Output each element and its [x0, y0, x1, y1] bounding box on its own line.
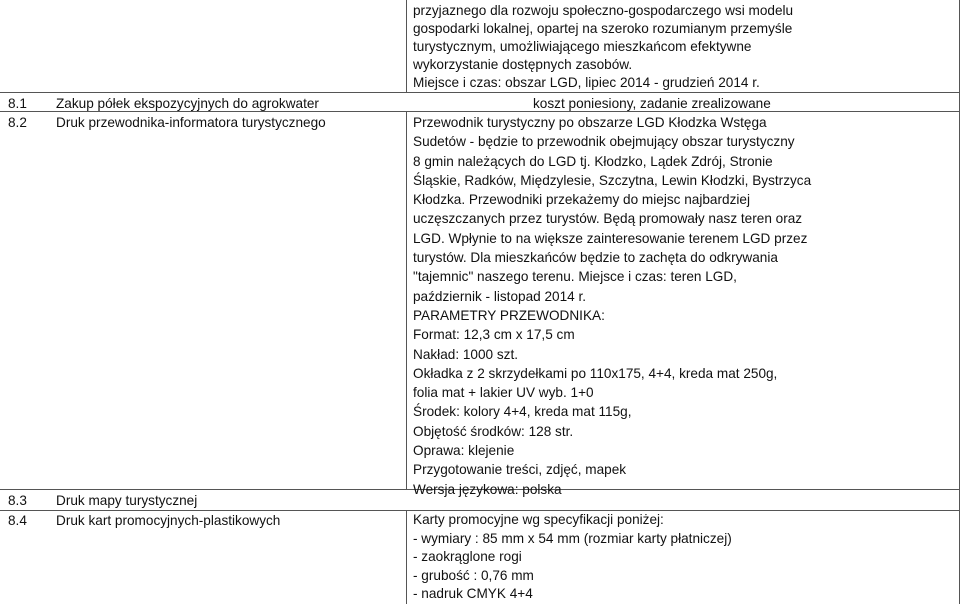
item-status-note: koszt poniesiony, zadanie zrealizowane	[533, 96, 771, 111]
description-line: Nakład: 1000 szt.	[413, 346, 519, 362]
item-name: Druk mapy turystycznej	[56, 493, 198, 508]
description-line: Sudetów - będzie to przewodnik obejmujący obszar turystyczny	[413, 134, 795, 150]
row-divider	[0, 92, 960, 93]
description-line: Karty promocyjne wg specyfikacji poniżej:	[413, 512, 664, 527]
description-line: Przygotowanie treści, zdjęć, mapek	[413, 462, 627, 478]
description-continued	[413, 2, 793, 92]
description-line: turystów. Dla mieszkańców będzie to zachęta do odkrywania	[413, 250, 778, 266]
item-description	[413, 511, 732, 604]
description-line: Śląskie, Radków, Międzylesie, Szczytna, Lewin Kłodzki, Bystrzyca	[413, 172, 812, 188]
row-number: 8.4	[8, 513, 27, 528]
item-name: Druk kart promocyjnych-plastikowych	[56, 513, 281, 528]
description-line: - wymiary : 85 mm x 54 mm (rozmiar karty płatniczej)	[413, 530, 732, 546]
description-line: Okładka z 2 skrzydełkami po 110x175, 4+4, kreda mat 250g,	[413, 365, 778, 381]
description-line: Format: 12,3 cm x 17,5 cm	[413, 327, 575, 343]
description-line: uczęszczanych przez turystów. Będą promowały nasz teren oraz	[413, 211, 803, 227]
column-divider	[406, 510, 407, 604]
description-line: folia mat + lakier UV wyb. 1+0	[413, 385, 594, 401]
description-line: 8 gmin należących do LGD tj. Kłodzko, Lądek Zdrój, Stronie	[413, 153, 773, 169]
description-line: przyjaznego dla rozwoju społeczno-gospodarczego wsi modelu	[413, 3, 794, 18]
column-divider	[406, 111, 407, 489]
description-line: turystycznym, umożliwiającego mieszkańcom efektywne	[413, 39, 752, 54]
description-line: "tajemnic" naszego terenu. Miejsce i czas: teren LGD,	[413, 269, 737, 285]
item-description	[413, 113, 811, 499]
description-line: gospodarki lokalnej, opartej na szeroko rozumianym przemyśle	[413, 21, 793, 36]
description-line: Wersja językowa: polska	[413, 481, 562, 497]
description-line: październik - listopad 2014 r.	[413, 288, 587, 304]
description-line: Środek: kolory 4+4, kreda mat 115g,	[413, 404, 632, 420]
item-name: Druk przewodnika-informatora turystycznego	[56, 115, 326, 130]
row-number: 8.2	[8, 115, 27, 130]
description-line: PARAMETRY PRZEWODNIKA:	[413, 307, 605, 323]
description-line: Oprawa: klejenie	[413, 443, 515, 459]
description-line: Przewodnik turystyczny po obszarze LGD Kłodzka Wstęga	[413, 115, 767, 130]
description-line: - zaokrąglone rogi	[413, 549, 522, 564]
row-number: 8.3	[8, 493, 27, 508]
row-number: 8.1	[8, 96, 27, 111]
description-line: - grubość : 0,76 mm	[413, 567, 534, 583]
description-line: - nadruk CMYK 4+4	[413, 586, 533, 601]
description-line: Miejsce i czas: obszar LGD, lipiec 2014 - grudzień 2014 r.	[413, 75, 760, 90]
description-line: LGD. Wpłynie to na większe zainteresowanie terenem LGD przez	[413, 230, 808, 246]
description-line: wykorzystanie dostępnych zasobów.	[413, 57, 633, 72]
column-divider	[406, 0, 407, 92]
item-name: Zakup półek ekspozycyjnych do agrokwater	[56, 96, 319, 111]
description-line: Objętość środków: 128 str.	[413, 423, 574, 439]
description-line: Kłodzka. Przewodniki przekażemy do miejsc najbardziej	[413, 192, 750, 208]
